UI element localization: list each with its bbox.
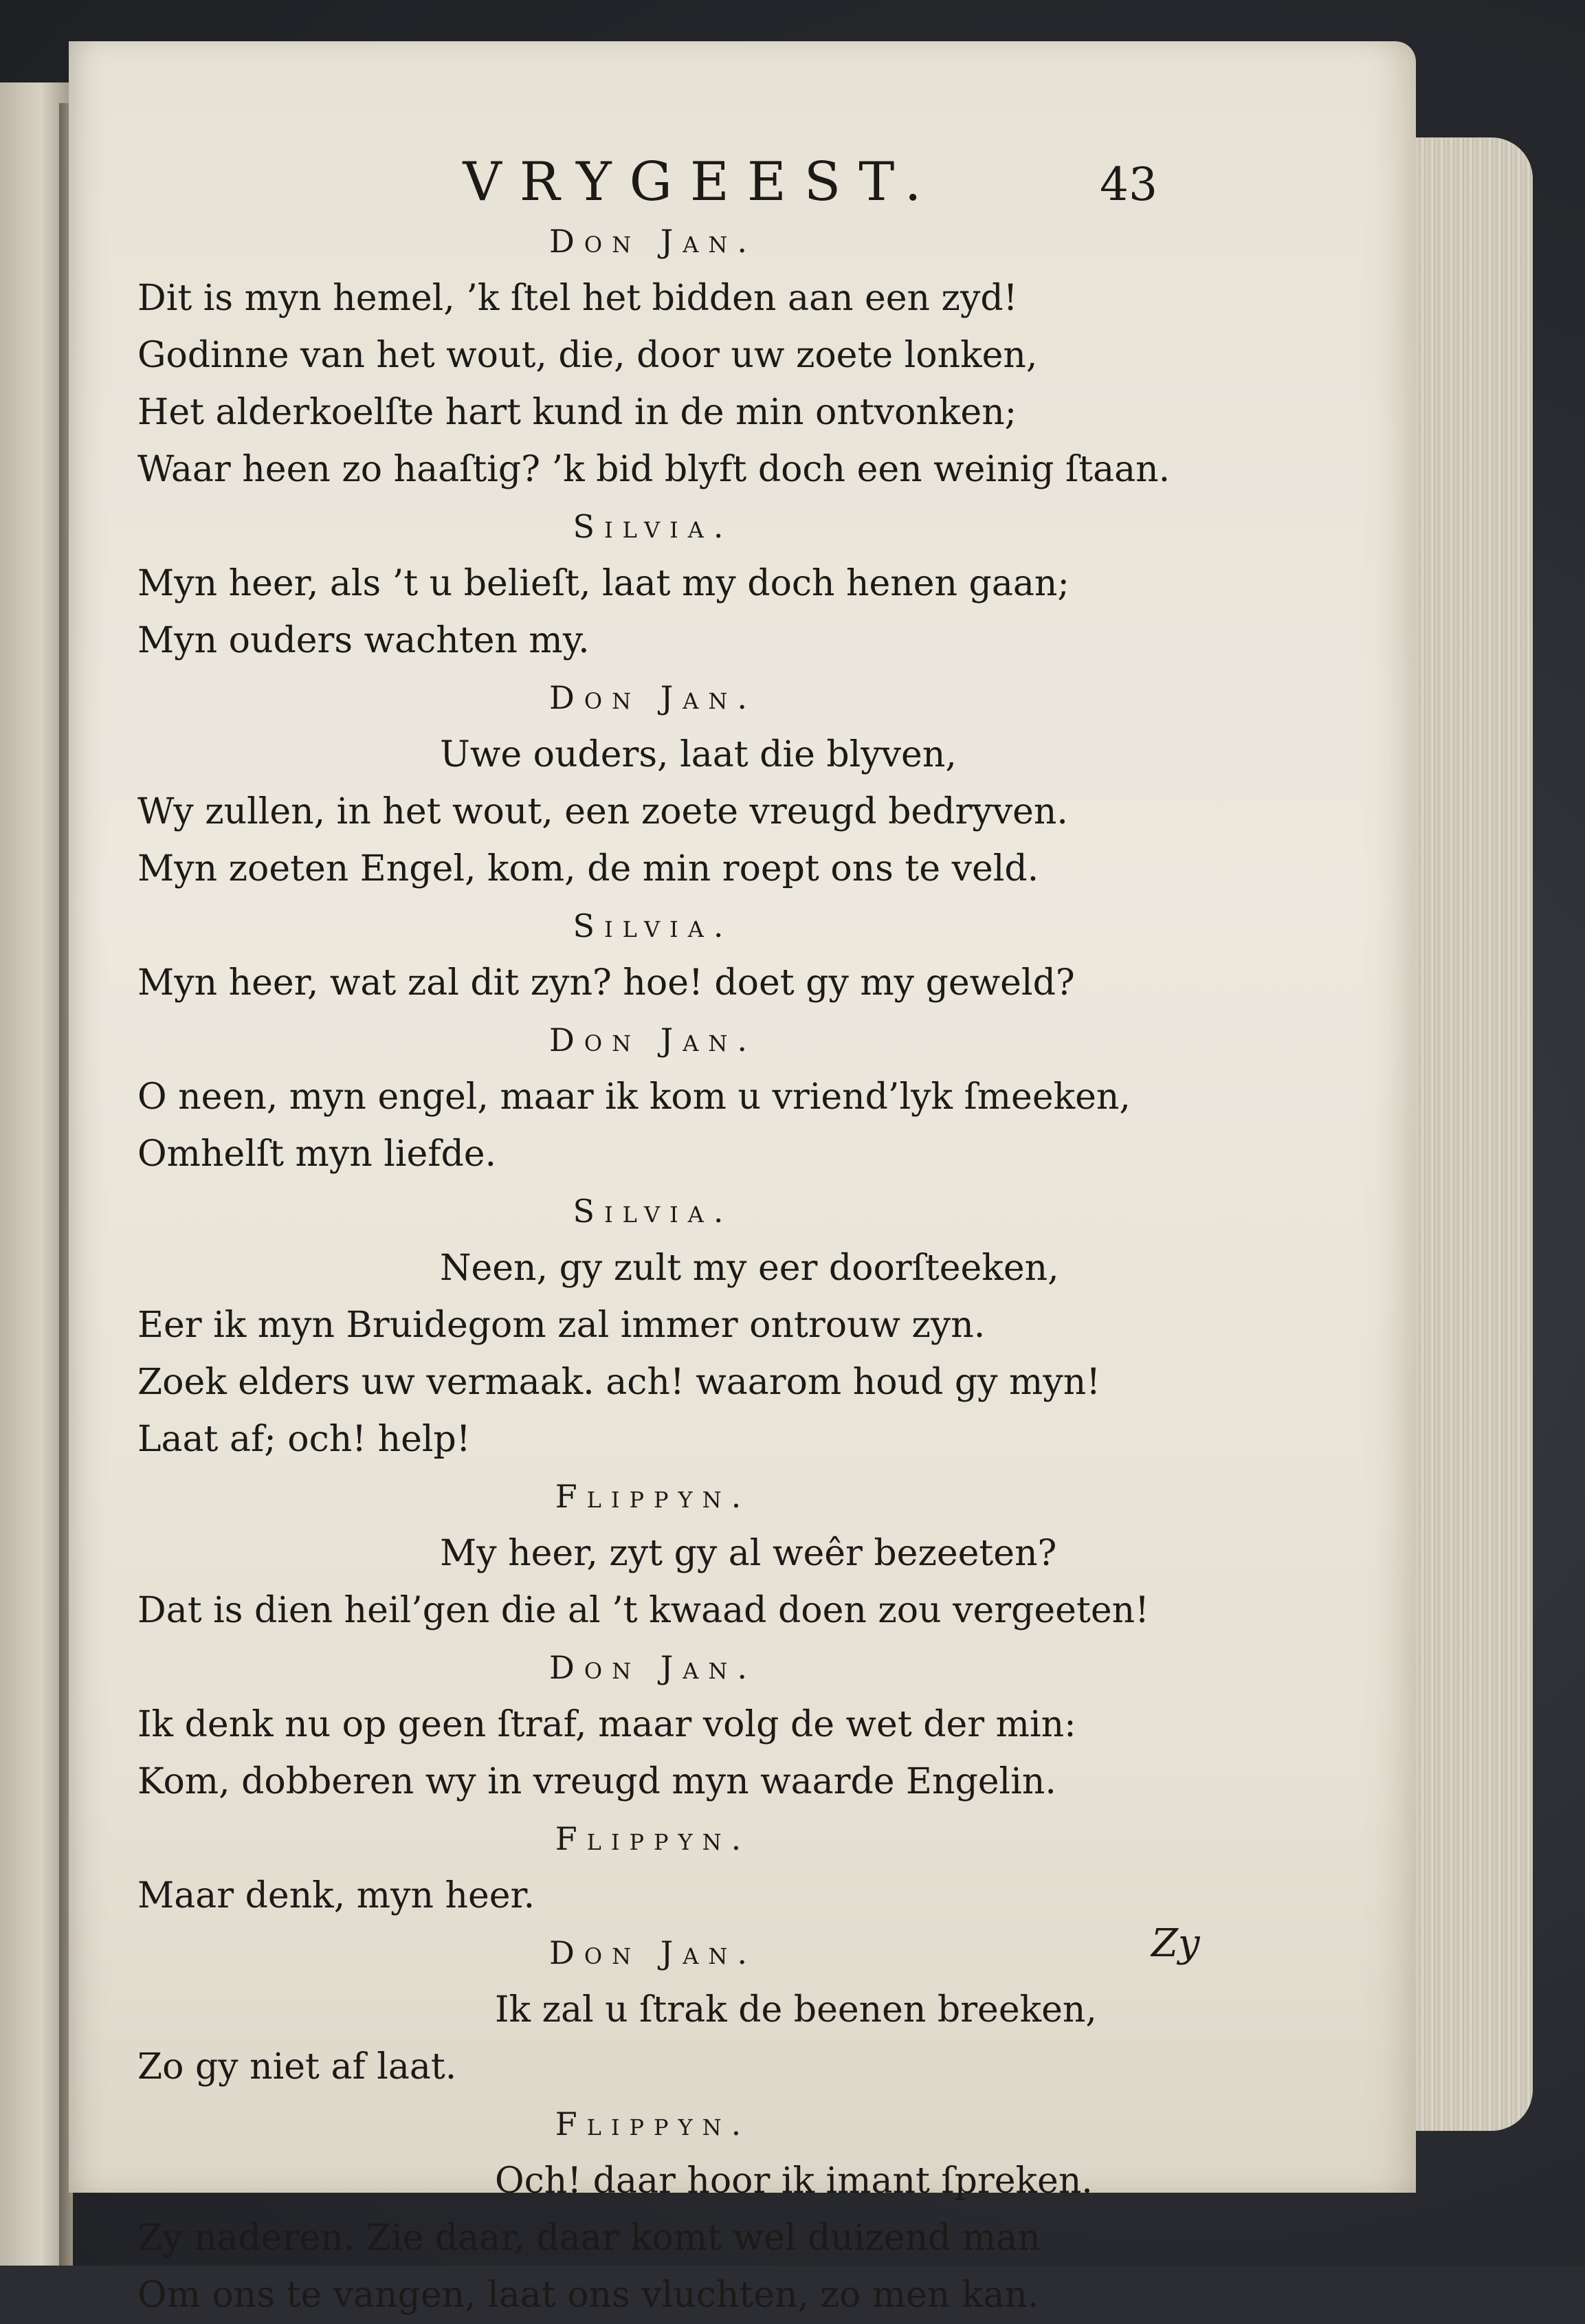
- speaker-name: Flippyn.: [555, 1478, 751, 1515]
- verse-line: O neen, myn engel, maar ik kom u vriend’lyk ſmeeken,: [137, 1076, 1131, 1118]
- speaker-name: Don Jan.: [549, 223, 757, 260]
- speaker-name: Silvia.: [573, 508, 733, 545]
- speaker-name: Silvia.: [573, 1193, 733, 1230]
- verse-line: Omhelſt myn liefde.: [137, 1133, 497, 1175]
- verse-line: Och! daar hoor ik imant ſpreken.: [495, 2160, 1093, 2202]
- verse-line: Myn heer, als ’t u belieſt, laat my doch henen gaan;: [137, 563, 1069, 604]
- verse-line: Het alderkoelſte hart kund in de min ontvonken;: [137, 392, 1017, 433]
- verse-line: Om ons te vangen, laat ons vluchten, zo men kan.: [137, 2275, 1039, 2316]
- verse-line: Waar heen zo haaſtig? ’k bid blyft doch een weinig ſtaan.: [137, 449, 1171, 490]
- verse-line: Eer ik myn Bruidegom zal immer ontrouw zyn.: [137, 1305, 986, 1346]
- speaker-name: Don Jan.: [549, 1934, 757, 1971]
- verse-line: Maar denk, myn heer.: [137, 1875, 535, 1916]
- verse-line: Godinne van het wout, die, door uw zoete lonken,: [137, 335, 1038, 376]
- speaker-name: Don Jan.: [549, 1649, 757, 1686]
- book-page: [69, 41, 1416, 2316]
- speaker-name: Silvia.: [573, 907, 733, 944]
- verse-line: Dit is myn hemel, ’k ſtel het bidden aan een zyd!: [137, 278, 1018, 319]
- verse-line: Laat af; och! help!: [137, 1419, 471, 1460]
- verse-line: My heer, zyt gy al weêr bezeeten?: [440, 1533, 1057, 1574]
- verse-line: Uwe ouders, laat die blyven,: [440, 734, 957, 775]
- verse-line: Ik denk nu op geen ſtraf, maar volg de wet der min:: [137, 1704, 1076, 1745]
- speaker-name: Don Jan.: [549, 1021, 757, 1059]
- verse-line: Myn zoeten Engel, kom, de min roept ons te veld.: [137, 848, 1039, 889]
- verse-line: Zo gy niet af laat.: [137, 2046, 457, 2088]
- text-block: [137, 213, 1306, 2324]
- speaker-name: Don Jan.: [549, 679, 757, 716]
- speaker-name: Flippyn.: [555, 1820, 751, 1857]
- left-facing-page: [0, 82, 69, 2266]
- verse-line: Neen, gy zult my eer doorſteeken,: [440, 1248, 1059, 1289]
- verse-line: Myn ouders wachten my.: [137, 620, 590, 661]
- catchword: Zy: [1151, 1921, 1200, 1966]
- running-title: VRYGEEST.: [463, 151, 940, 213]
- verse-line: Myn heer, wat zal dit zyn? hoe! doet gy my geweld?: [137, 962, 1075, 1004]
- verse-line: Dat is dien heil’gen die al ’t kwaad doen zou vergeeten!: [137, 1590, 1149, 1631]
- verse-line: Zy naderen. Zie daar, daar komt wel duizend man: [137, 2217, 1041, 2259]
- verse-line: Ik zal u ſtrak de beenen breeken,: [495, 1989, 1097, 2030]
- speaker-name: Flippyn.: [555, 2105, 751, 2143]
- verse-line: Wy zullen, in het wout, een zoete vreugd bedryven.: [137, 791, 1068, 832]
- verse-line: Zoek elders uw vermaak. ach! waarom houd gy myn!: [137, 1362, 1101, 1403]
- page-number: 43: [1100, 158, 1157, 211]
- verse-line: Kom, dobberen wy in vreugd myn waarde Engelin.: [137, 1761, 1056, 1802]
